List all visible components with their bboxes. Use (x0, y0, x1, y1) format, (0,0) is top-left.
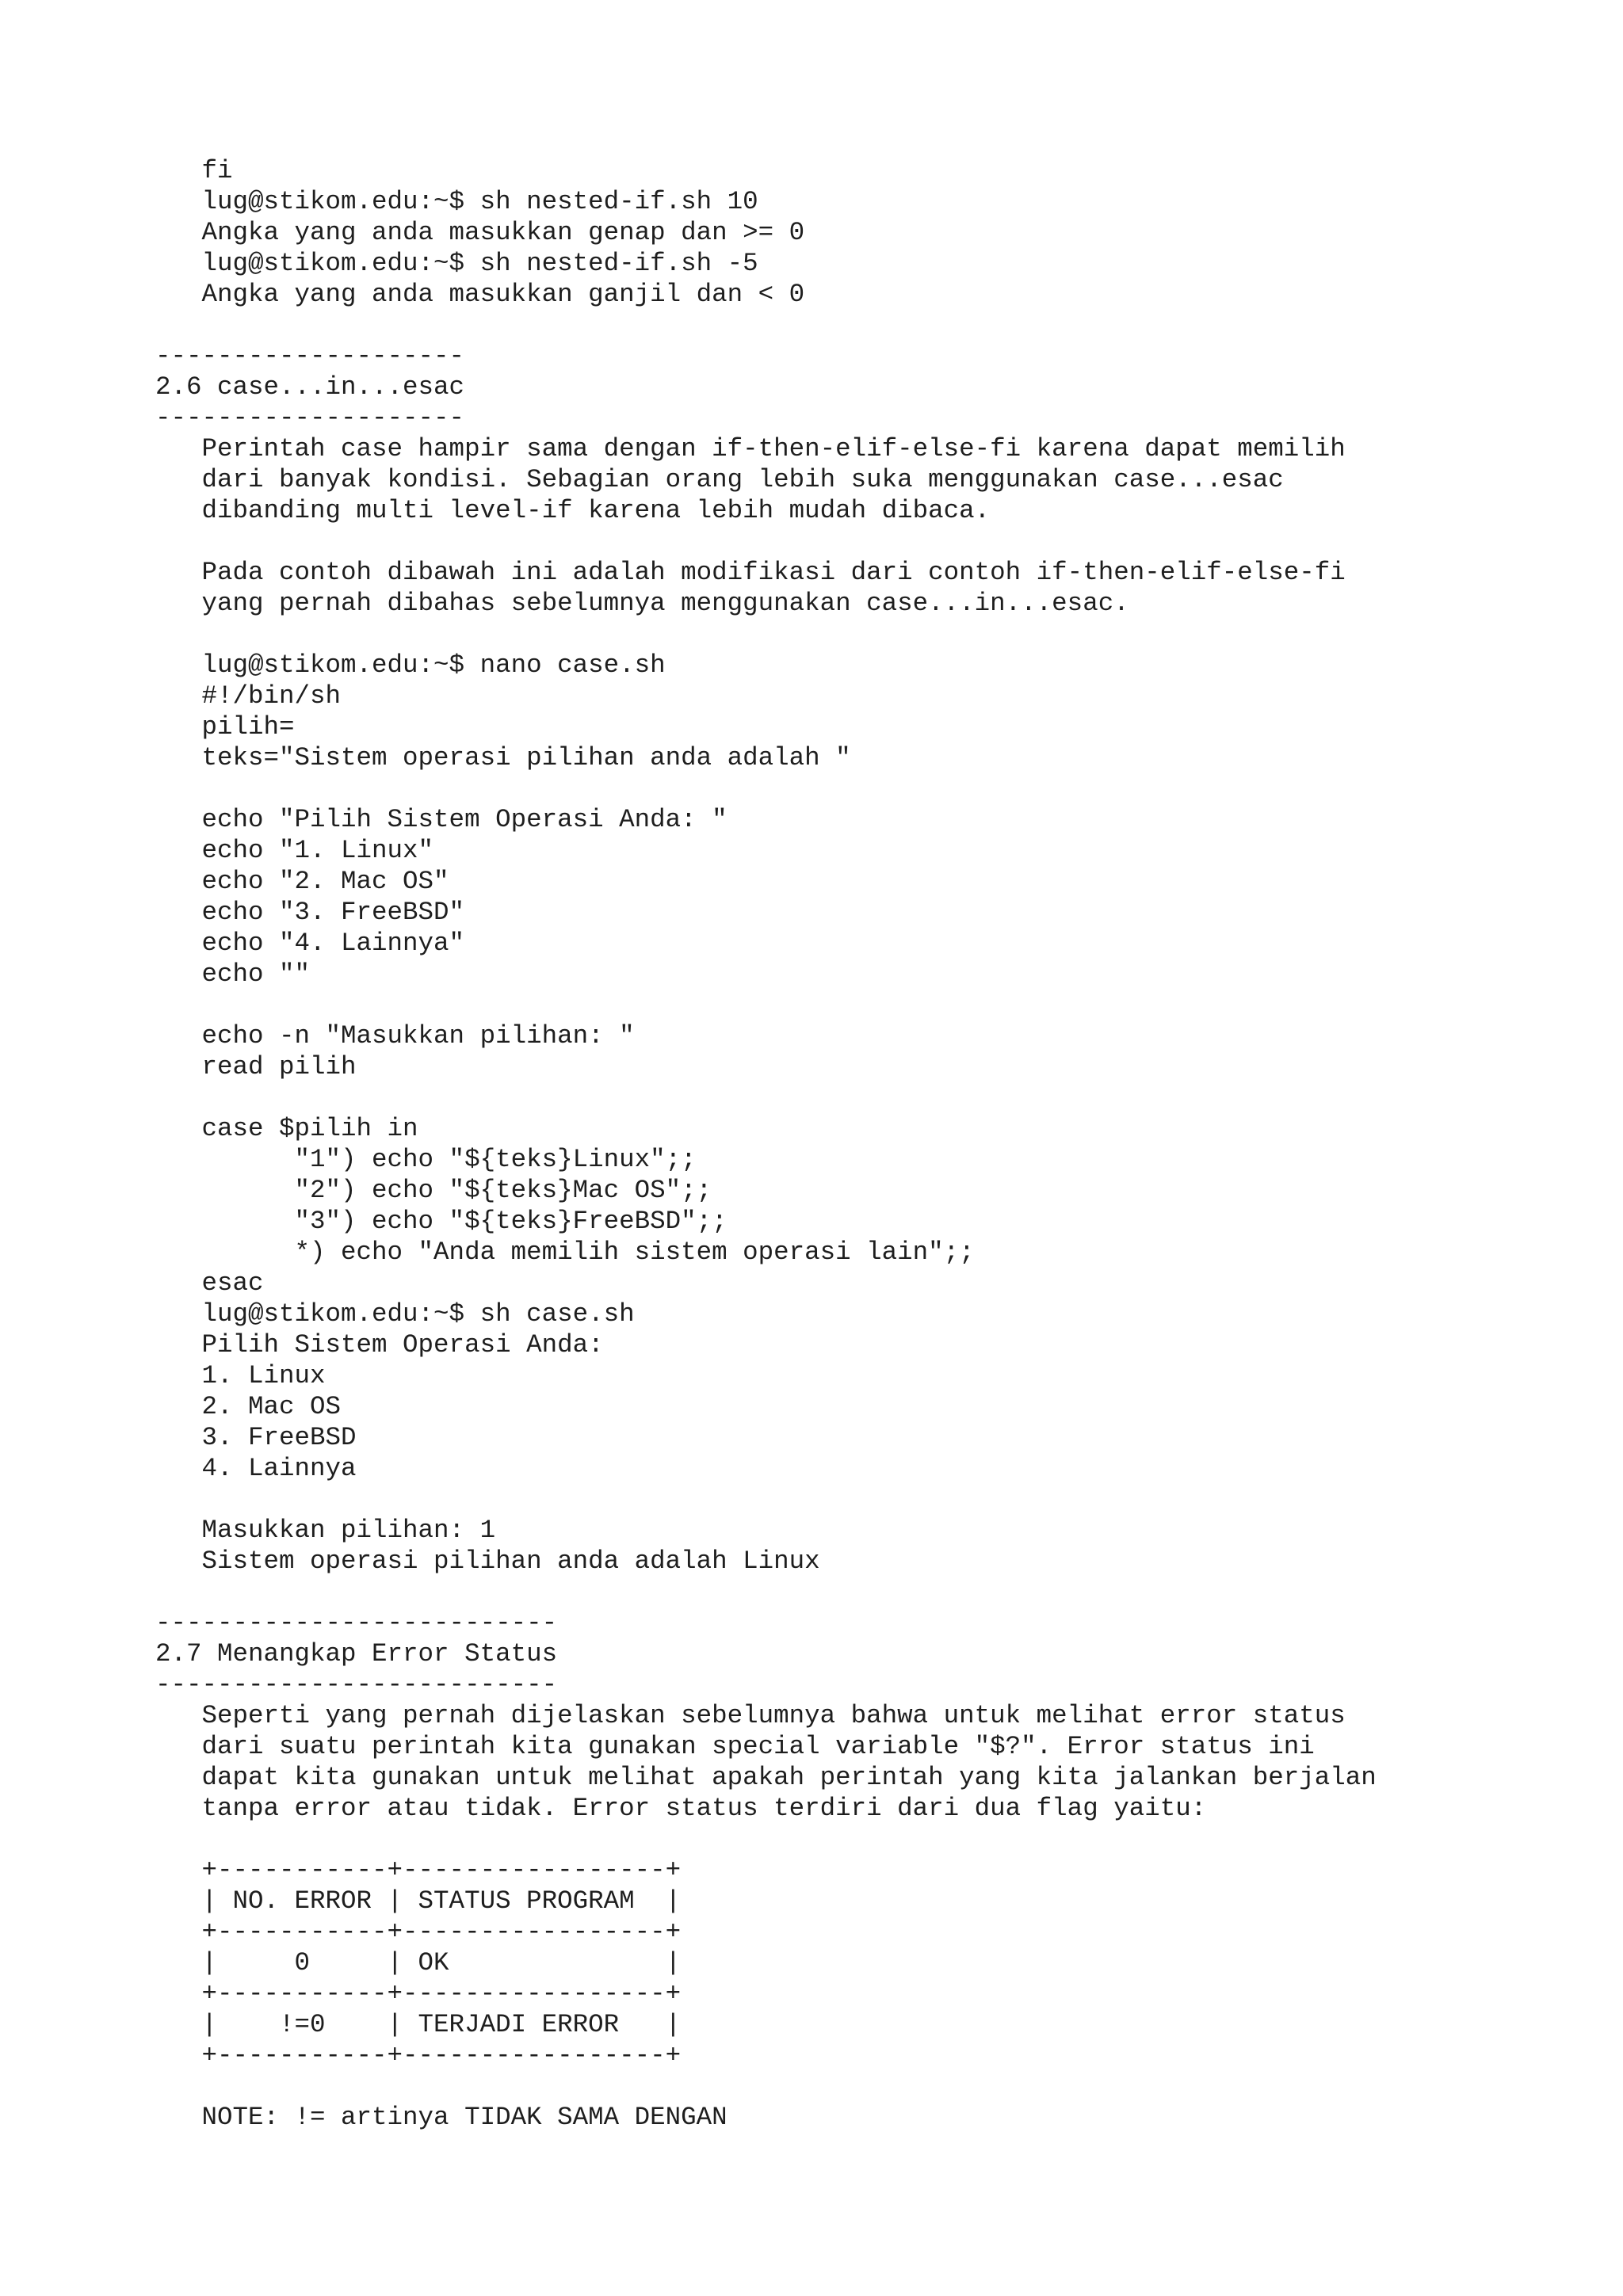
ascii-table-line: | !=0 | TERJADI ERROR | (155, 2010, 682, 2039)
text-line: Angka yang anda masukkan genap dan >= 0 (155, 218, 805, 247)
text-line: fi (155, 156, 233, 185)
blank-line (155, 526, 1582, 557)
blank-line (155, 773, 1582, 804)
text-line: echo "2. Mac OS" (155, 867, 449, 896)
blank-line (155, 990, 1582, 1020)
text-line: 3. FreeBSD (155, 1423, 357, 1452)
text-line: 1. Linux (155, 1361, 326, 1390)
text-line: tanpa error atau tidak. Error status terdiri dari dua flag yaitu: (155, 1794, 1207, 1823)
text-line: Perintah case hampir sama dengan if-then-elif-else-fi karena dapat memilih (155, 434, 1346, 463)
text-line: Pada contoh dibawah ini adalah modifikasi dari contoh if-then-elif-else-fi (155, 558, 1346, 587)
section-heading: 2.6 case...in...esac (155, 372, 465, 402)
text-line: read pilih (155, 1052, 357, 1081)
text-line: Pilih Sistem Operasi Anda: (155, 1330, 604, 1360)
text-line: case $pilih in (155, 1114, 418, 1143)
text-line: "2") echo "${teks}Mac OS";; (155, 1176, 712, 1205)
blank-line (155, 1484, 1582, 1515)
text-line: NOTE: != artinya TIDAK SAMA DENGAN (155, 2103, 727, 2132)
text-line: echo "1. Linux" (155, 836, 434, 865)
blank-line (155, 1824, 1582, 1855)
text-line: dari suatu perintah kita gunakan special variable "$?". Error status ini (155, 1732, 1315, 1761)
text-line: dari banyak kondisi. Sebagian orang lebih suka menggunakan case...esac (155, 465, 1284, 494)
section-rule: -------------------- (155, 403, 465, 433)
blank-line (155, 1577, 1582, 1608)
blank-line (155, 2071, 1582, 2102)
text-line: "3") echo "${teks}FreeBSD";; (155, 1207, 727, 1236)
text-line: teks="Sistem operasi pilihan anda adalah " (155, 743, 851, 772)
blank-line (155, 619, 1582, 650)
text-line: dapat kita gunakan untuk melihat apakah perintah yang kita jalankan berjalan (155, 1763, 1377, 1792)
ascii-table-line: +-----------+-----------------+ (155, 1855, 682, 1885)
text-line: *) echo "Anda memilih sistem operasi lain";; (155, 1238, 975, 1267)
text-line: "1") echo "${teks}Linux";; (155, 1145, 697, 1174)
text-line: Seperti yang pernah dijelaskan sebelumnya bahwa untuk melihat error status (155, 1701, 1346, 1730)
shell-prompt-line: lug@stikom.edu:~$ sh nested-if.sh -5 (155, 249, 758, 278)
text-line: #!/bin/sh (155, 681, 342, 711)
document-page (155, 155, 1582, 2133)
ascii-table-line: +-----------+-----------------+ (155, 1917, 682, 1947)
text-line: Angka yang anda masukkan ganjil dan < 0 (155, 280, 805, 309)
blank-line (155, 1082, 1582, 1113)
ascii-table-line: | NO. ERROR | STATUS PROGRAM | (155, 1886, 682, 1916)
text-line: echo -n "Masukkan pilihan: " (155, 1021, 635, 1051)
blank-line (155, 310, 1582, 341)
text-line: esac (155, 1268, 264, 1298)
text-line: dibanding multi level-if karena lebih mudah dibaca. (155, 496, 991, 525)
shell-prompt-line: lug@stikom.edu:~$ sh case.sh (155, 1299, 635, 1329)
shell-prompt-line: lug@stikom.edu:~$ nano case.sh (155, 650, 666, 680)
ascii-table-line: +-----------+-----------------+ (155, 2041, 682, 2070)
ascii-table-line: | 0 | OK | (155, 1948, 682, 1978)
text-line: Masukkan pilihan: 1 (155, 1516, 496, 1545)
text-line: 4. Lainnya (155, 1454, 357, 1483)
text-line: echo "Pilih Sistem Operasi Anda: " (155, 805, 727, 834)
text-line: pilih= (155, 712, 295, 742)
section-heading: 2.7 Menangkap Error Status (155, 1639, 558, 1669)
ascii-table-line: +-----------+-----------------+ (155, 1979, 682, 2008)
text-line: echo "4. Lainnya" (155, 929, 465, 958)
text-line: yang pernah dibahas sebelumnya menggunakan case...in...esac. (155, 589, 1129, 618)
shell-prompt-line: lug@stikom.edu:~$ sh nested-if.sh 10 (155, 187, 758, 216)
text-line: 2. Mac OS (155, 1392, 342, 1421)
section-rule: -------------------------- (155, 1608, 558, 1638)
text-line: Sistem operasi pilihan anda adalah Linux (155, 1547, 820, 1576)
text-line: echo "3. FreeBSD" (155, 898, 465, 927)
section-rule: -------------------- (155, 341, 465, 371)
section-rule: -------------------------- (155, 1670, 558, 1699)
text-line: echo "" (155, 959, 311, 989)
